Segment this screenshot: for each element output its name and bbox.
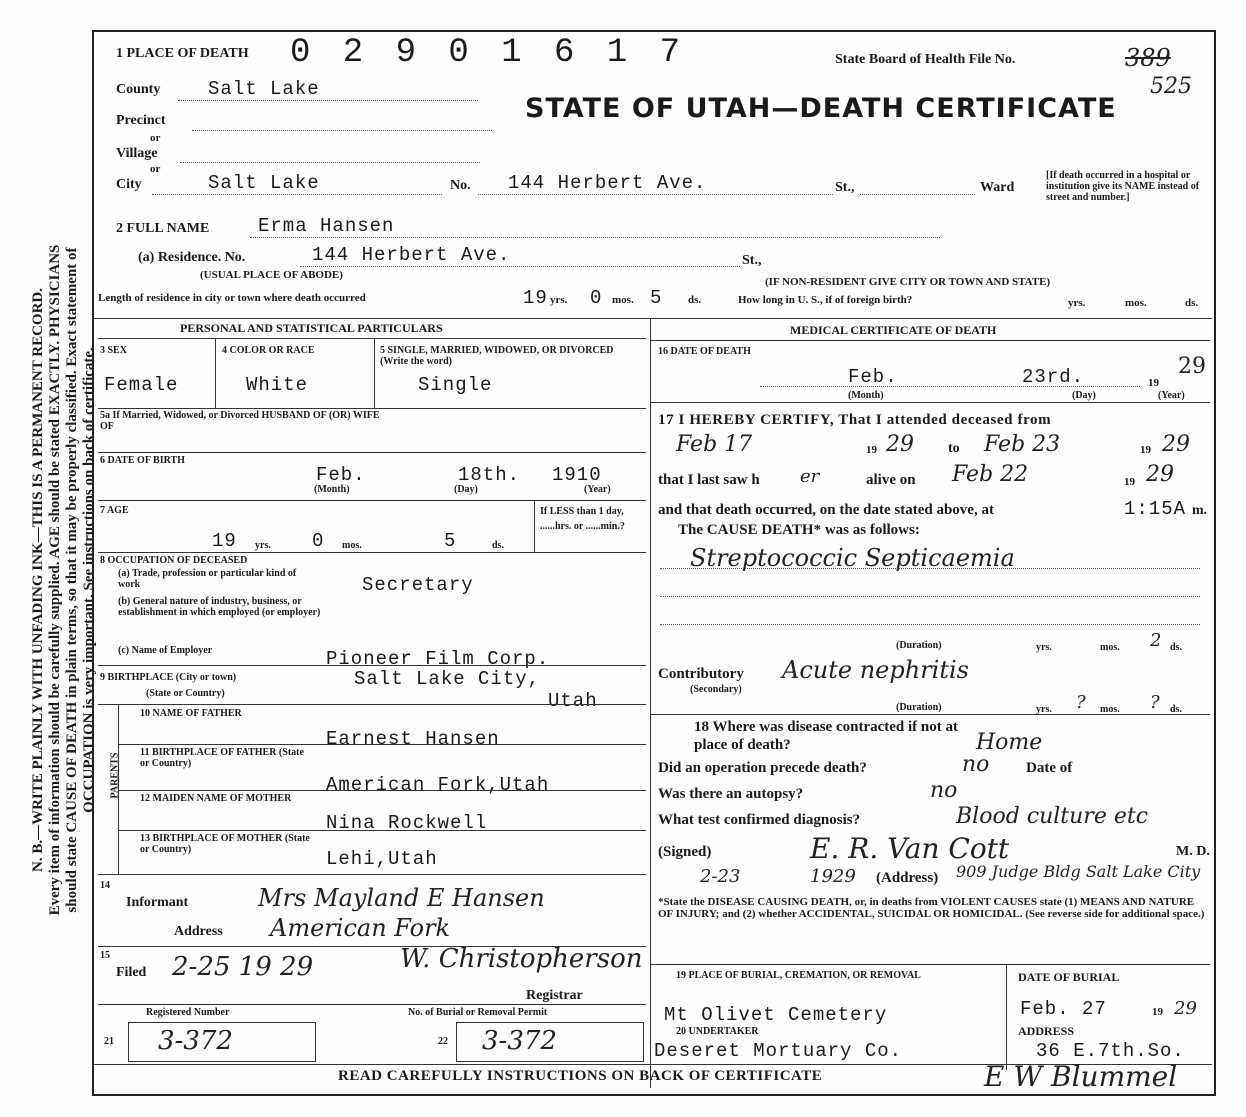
informant-num: 14 <box>100 880 110 891</box>
duration2-ds-cap: ds. <box>1170 704 1182 715</box>
dob-label: 6 DATE OF BIRTH <box>100 455 185 466</box>
last-saw-date: Feb 22 <box>952 462 1029 487</box>
full-name-label: 2 FULL NAME <box>116 221 210 236</box>
personal-heading: PERSONAL AND STATISTICAL PARTICULARS <box>180 321 443 335</box>
date-of-death-label: 16 DATE OF DEATH <box>658 346 751 357</box>
age-yrs-cap: yrs. <box>255 540 271 551</box>
contributory-label: Contributory <box>658 666 744 682</box>
burial-year-prefix: 19 <box>1152 1006 1163 1018</box>
burial-year: 29 <box>1174 998 1197 1019</box>
parents-tag: PARENTS <box>109 752 121 799</box>
burial-permit-label: No. of Burial or Removal Permit <box>408 1007 548 1018</box>
father-label: 10 NAME OF FATHER <box>140 708 242 719</box>
ward-label: Ward <box>980 180 1015 195</box>
sidebar-line: N. B.—WRITE PLAINLY WITH UNFADING INK—THIS IS A PERMANENT RECORD. <box>30 288 46 872</box>
duration-mos-cap: mos. <box>1100 642 1120 653</box>
file-no-hand: 525 <box>1150 74 1192 99</box>
alive-on-label: alive on <box>866 472 916 488</box>
color-label: 4 COLOR OR RACE <box>222 345 315 356</box>
sex-value: Female <box>104 374 179 396</box>
occupation-a-label: (a) Trade, profession or particular kind of work <box>118 568 297 590</box>
sidebar-line: should state CAUSE OF DEATH in plain terms, so that it may be properly classified. Exact statement of <box>64 247 80 913</box>
age-yrs: 19 <box>212 530 237 552</box>
age-mos-cap: mos. <box>342 540 362 551</box>
last-saw-her: er <box>800 466 820 487</box>
sex-label: 3 SEX <box>100 345 127 356</box>
md-label: M. D. <box>1176 844 1210 859</box>
undertaker-label: 20 UNDERTAKER <box>676 1026 759 1037</box>
place-of-death-label: 1 PLACE OF DEATH <box>116 46 249 61</box>
age-label: 7 AGE <box>100 505 129 516</box>
time-m-label: m. <box>1192 503 1208 518</box>
county-value: Salt Lake <box>208 78 320 100</box>
birthplace-state-cap: (State or Country) <box>146 688 225 699</box>
contributory-value: Acute nephritis <box>782 656 969 684</box>
spouse-label: 5a If Married, Widowed, or Divorced HUSBAND OF (OR) WIFE OF <box>100 410 380 432</box>
filed-num: 15 <box>100 950 110 961</box>
dod-year: 29 <box>1178 354 1206 379</box>
registrar-label: Registrar <box>526 988 583 1003</box>
mother-birthplace: Lehi,Utah <box>326 848 438 870</box>
date-of-label: Date of <box>1026 760 1073 776</box>
footer-signature: E W Blummel <box>984 1060 1178 1093</box>
age-mos: 0 <box>312 530 325 552</box>
mother-value: Nina Rockwell <box>326 812 488 834</box>
dod-year-cap: (Year) <box>1158 390 1185 401</box>
file-no: 389 <box>1125 44 1171 72</box>
length-label: Length of residence in city or town where death occurred <box>98 292 366 304</box>
burial-place: Mt Olivet Cemetery <box>664 1004 888 1026</box>
length-yrs-cap: yrs. <box>550 294 568 306</box>
nonres-note: (IF NON-RESIDENT GIVE CITY OR TOWN AND STATE) <box>765 276 1051 288</box>
informant-label: Informant <box>126 895 189 910</box>
physician-signature: E. R. Van Cott <box>810 832 1010 865</box>
father-value: Earnest Hansen <box>326 728 500 750</box>
marital-value: Single <box>418 374 493 396</box>
to-year-prefix: 19 <box>1140 444 1151 456</box>
employer-label: (c) Name of Employer <box>118 645 213 656</box>
length-yrs: 19 <box>523 287 548 309</box>
age-ds-cap: ds. <box>492 540 504 551</box>
marital-label: 5 SINGLE, MARRIED, WIDOWED, OR DIVORCED (Write the word) <box>380 345 614 367</box>
duration-label: (Duration) <box>896 640 942 651</box>
dob-day: 18th. <box>458 464 521 486</box>
dob-year: 1910 <box>552 464 602 486</box>
informant-address: American Fork <box>270 914 451 942</box>
sign-address-label: (Address) <box>876 870 939 886</box>
mother-label: 12 MAIDEN NAME OF MOTHER <box>140 793 292 804</box>
medical-heading: MEDICAL CERTIFICATE OF DEATH <box>790 323 997 337</box>
operation-label: Did an operation precede death? <box>658 760 867 776</box>
sidebar-line: OCCUPATION is very important. See instructions on back of certificate. <box>81 347 97 813</box>
autopsy-value: no <box>930 778 958 803</box>
occurred-label: and that death occurred, on the date stated above, at <box>658 502 994 518</box>
dod-day-cap: (Day) <box>1072 390 1096 401</box>
county-label: County <box>116 82 161 97</box>
registered-number-label: Registered Number <box>146 1007 230 1018</box>
occupation-value: Secretary <box>362 574 474 596</box>
contracted-value: Home <box>976 730 1043 755</box>
length-ds-cap: ds. <box>688 294 702 306</box>
dob-day-cap: (Day) <box>454 484 478 495</box>
or-label: or <box>150 132 161 144</box>
us-ds-cap: ds. <box>1185 297 1199 309</box>
registered-number: 3-372 <box>158 1026 233 1056</box>
file-no-label: State Board of Health File No. <box>835 52 1016 67</box>
employer-value: Pioneer Film Corp. <box>326 648 550 670</box>
duration2-yrs-cap: yrs. <box>1036 704 1052 715</box>
burial-date: Feb. 27 <box>1020 998 1107 1020</box>
burial-date-label: DATE OF BURIAL <box>1018 970 1120 984</box>
birthplace-label: 9 BIRTHPLACE (City or town) <box>100 672 237 683</box>
color-value: White <box>246 374 309 396</box>
attended-to: Feb 23 <box>984 432 1061 457</box>
full-name-value: Erma Hansen <box>258 215 395 237</box>
sidebar-line: Every item of information should be carefully supplied. AGE should be stated EXACTLY. PHYSICIANS <box>47 244 63 916</box>
city-label: City <box>116 177 142 192</box>
filed-date: 2-25 19 29 <box>172 952 314 982</box>
undertaker-address-label: ADDRESS <box>1018 1024 1075 1038</box>
village-label: Village <box>116 146 158 161</box>
death-time: 1:15A <box>1124 498 1187 520</box>
dod-month: Feb. <box>848 366 898 388</box>
test-label: What test confirmed diagnosis? <box>658 812 861 828</box>
birthplace-city: Salt Lake City, <box>354 668 541 690</box>
father-birthplace: American Fork,Utah <box>326 774 550 796</box>
dod-day: 23rd. <box>1022 366 1085 388</box>
sign-year: 1929 <box>810 866 856 887</box>
last-saw-label: that I last saw h <box>658 472 760 488</box>
us-yrs-cap: yrs. <box>1068 297 1086 309</box>
contracted-label: 18 Where was disease contracted if not at place of death? <box>694 719 958 753</box>
informant-value: Mrs Mayland E Hansen <box>258 884 545 912</box>
length-mos-cap: mos. <box>612 294 634 306</box>
occupation-b-label: (b) General nature of industry, business, or establishment in which employed (or employer) <box>118 596 321 618</box>
duration2-mos-value: ? <box>1076 692 1086 713</box>
undertaker-value: Deseret Mortuary Co. <box>654 1040 903 1062</box>
less-than-label: If LESS than 1 day, ......hrs. or ......min.? <box>540 506 625 532</box>
duration2-label: (Duration) <box>896 702 942 713</box>
dod-year-prefix: 19 <box>1148 377 1159 389</box>
reg-num-21: 21 <box>104 1036 114 1047</box>
from-year-prefix: 19 <box>866 444 877 456</box>
residence-st-label: St., <box>742 253 762 268</box>
signed-label: (Signed) <box>658 844 712 860</box>
age-ds: 5 <box>444 530 457 552</box>
city-value: Salt Lake <box>208 172 320 194</box>
dob-month-cap: (Month) <box>314 484 350 495</box>
violent-causes-note: *State the DISEASE CAUSING DEATH, or, in deaths from VIOLENT CAUSES state (1) MEANS AND NATURE OF INJURY; and (2) whether ACCIDENTAL, SUICIDAL OR HOMICIDAL. (See reverse side for additional space.) <box>658 896 1205 920</box>
length-ds: 5 <box>650 287 663 309</box>
abode-note: (USUAL PLACE OF ABODE) <box>200 269 343 281</box>
st-label: St., <box>835 180 855 195</box>
filed-label: Filed <box>116 965 147 980</box>
residence-value: 144 Herbert Ave. <box>312 244 511 266</box>
burial-num-22: 22 <box>438 1036 448 1047</box>
father-birthplace-label: 11 BIRTHPLACE OF FATHER (State or Country) <box>140 747 304 769</box>
sign-address: 909 Judge Bldg Salt Lake City <box>956 862 1201 881</box>
cause-label: The CAUSE DEATH* was as follows: <box>678 522 920 538</box>
length-mos: 0 <box>590 287 603 309</box>
duration2-mos-cap: mos. <box>1100 704 1120 715</box>
us-label: How long in U. S., if of foreign birth? <box>738 294 913 306</box>
footer-instructions: READ CAREFULLY INSTRUCTIONS ON BACK OF CERTIFICATE <box>338 1068 823 1084</box>
burial-place-label: 19 PLACE OF BURIAL, CREMATION, OR REMOVAL <box>676 970 921 981</box>
mother-birthplace-label: 13 BIRTHPLACE OF MOTHER (State or Country) <box>140 833 310 855</box>
to-year: 29 <box>1162 432 1190 457</box>
undertaker-address: 36 E.7th.So. <box>1036 1040 1185 1062</box>
dob-month: Feb. <box>316 464 366 486</box>
duration-yrs-cap: yrs. <box>1036 642 1052 653</box>
dod-month-cap: (Month) <box>848 390 884 401</box>
occupation-label: 8 OCCUPATION OF DECEASED <box>100 555 248 566</box>
attended-from: Feb 17 <box>676 432 753 457</box>
street-value: 144 Herbert Ave. <box>508 172 707 194</box>
certify-label: 17 I HEREBY CERTIFY, That I attended deceased from <box>658 412 1052 428</box>
dob-year-cap: (Year) <box>584 484 611 495</box>
residence-label: (a) Residence. No. <box>138 250 246 265</box>
street-no-label: No. <box>450 178 471 193</box>
certificate-title: STATE OF UTAH—DEATH CERTIFICATE <box>525 93 1117 124</box>
birthplace-state: Utah <box>548 690 598 712</box>
us-mos-cap: mos. <box>1125 297 1147 309</box>
to-label: to <box>948 441 960 456</box>
burial-number: 3-372 <box>482 1026 557 1056</box>
duration2-ds-value: ? <box>1150 692 1160 713</box>
duration-ds-value: 2 <box>1150 630 1162 651</box>
informant-address-label: Address <box>174 924 223 939</box>
duration-ds-cap: ds. <box>1170 642 1182 653</box>
hospital-note: [If death occurred in a hospital or institution give its NAME instead of street and number.] <box>1046 170 1200 203</box>
operation-value: no <box>962 752 990 777</box>
secondary-cap: (Secondary) <box>690 684 742 695</box>
cause-value: Streptococcic Septicaemia <box>690 544 1015 572</box>
last-saw-year: 29 <box>1146 462 1174 487</box>
stamp-number: 0 2 9 0 1 6 1 7 <box>290 34 687 72</box>
test-value: Blood culture etc <box>956 804 1149 829</box>
registrar-signature: W. Christopherson <box>400 944 643 974</box>
or-label: or <box>150 163 161 175</box>
autopsy-label: Was there an autopsy? <box>658 786 804 802</box>
sign-date: 2-23 <box>700 866 741 887</box>
last-saw-year-prefix: 19 <box>1124 476 1135 488</box>
precinct-label: Precinct <box>116 113 166 128</box>
from-year: 29 <box>886 432 914 457</box>
